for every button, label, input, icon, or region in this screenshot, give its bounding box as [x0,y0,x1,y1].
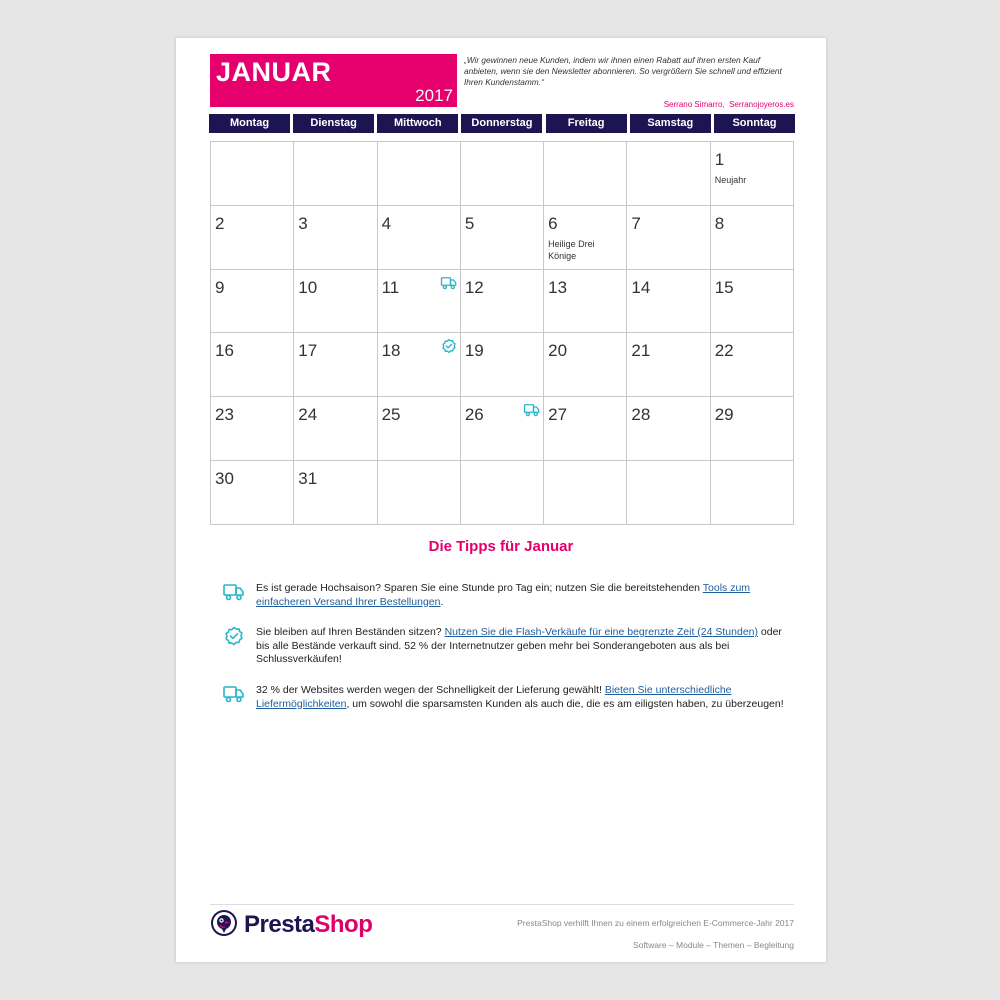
tip-text-before: 32 % der Websites werden wegen der Schnelligkeit der Lieferung gewählt! [256,684,605,696]
truck-icon [523,402,541,418]
day-cell [711,333,794,397]
weekday-mittwoch: Mittwoch [377,114,458,133]
weekday-dienstag: Dienstag [293,114,374,133]
prestashop-logo[interactable] [210,908,372,942]
day-number: 10 [298,277,318,297]
day-cell [294,461,377,525]
empty-day-cell [627,461,710,525]
weekday-donnerstag: Donnerstag [461,114,542,133]
quote-text: „Wir gewinnen neue Kunden, indem wir ihnen einen Rabatt auf ihren ersten Kauf anbieten, wenn sie den Newsletter abonnieren. So vergrößern Sie schnell und effizient Ihren Kundenstamm.“ [464,55,782,87]
puffin-logo-icon [210,909,238,942]
day-number: 4 [381,213,392,233]
day-cell [378,206,461,270]
empty-day-cell [211,142,294,206]
tip-item [222,626,792,667]
day-number: 17 [298,341,318,361]
day-cell [211,333,294,397]
footer-links: Software – Module – Themen – Begleitung [633,940,794,950]
day-number: 15 [714,277,734,297]
weekday-sonntag: Sonntag [714,114,795,133]
day-number: 29 [714,405,734,425]
month-header [210,54,457,107]
badge-check-icon [440,338,458,354]
day-cell [711,397,794,461]
footer-tagline: PrestaShop verhilft Ihnen zu einem erfolgreichen E-Commerce-Jahr 2017 [517,918,794,928]
day-cell [294,397,377,461]
day-cell [544,270,627,334]
tip-link[interactable]: Tools zum einfacheren Versand Ihrer Bestellungen [256,582,751,608]
day-cell [627,397,710,461]
day-number: 8 [714,213,725,233]
day-cell [294,333,377,397]
logo-text [244,911,372,939]
tip-text [256,582,792,609]
day-cell [711,270,794,334]
empty-day-cell [294,142,377,206]
day-number: 25 [381,405,401,425]
day-number: 3 [298,213,308,233]
day-number: 2 [215,213,225,233]
tip-text [256,626,792,667]
day-cell [461,270,544,334]
empty-day-cell [378,142,461,206]
day-cell [461,397,544,461]
quote-author: Serrano Simarro, [663,100,725,109]
day-number: 27 [548,405,568,425]
day-cell [211,397,294,461]
day-cell [211,270,294,334]
tip-text-after: oder bis alle Bestände verkauft sind. 52 % der Internetnutzer geben mehr bei Sonderangeboten aus als bei Schlussverkäufen! [256,626,782,665]
calendar-grid [210,141,794,525]
day-cell [544,333,627,397]
tip-link[interactable]: Nutzen Sie die Flash-Verkäufe für eine begrenzte Zeit (24 Stunden) [444,626,758,638]
tip-text-after: , um sowohl die sparsamsten Kunden als auch die, die es am eiligsten haben, zu überzeugen! [346,697,784,710]
day-number: 11 [381,277,400,297]
day-cell [461,333,544,397]
tip-text-before: Es ist gerade Hochsaison? Sparen Sie eine Stunde pro Tag ein; nutzen Sie die bereitstehenden [256,582,703,594]
footer-divider [210,904,794,905]
tip-link[interactable]: Bieten Sie unterschiedliche Liefermöglichkeiten [256,684,732,710]
day-cell [378,333,461,397]
weekday-montag: Montag [209,114,290,133]
day-number: 9 [215,277,225,297]
day-number: 22 [714,341,734,361]
day-cell [544,206,627,270]
day-cell [211,461,294,525]
truck-icon [222,684,246,704]
day-number: 23 [215,405,234,425]
day-cell [627,270,710,334]
day-number: 16 [215,341,234,361]
logo-text-shop: Shop [314,911,373,938]
quote-source [664,100,794,109]
badge-check-icon [222,626,246,646]
empty-day-cell [711,461,794,525]
calendar-page [176,38,826,962]
empty-day-cell [461,461,544,525]
day-number: 14 [631,277,651,297]
day-number: 18 [381,341,401,361]
day-number: 26 [464,405,484,425]
day-number: 5 [464,213,475,233]
tip-text-after: . [440,595,444,608]
day-cell [711,142,794,206]
logo-text-presta: Presta [244,911,315,938]
truck-icon [440,275,458,291]
day-number: 13 [548,277,568,297]
quote-site: Serranojoyeros.es [729,100,794,109]
day-cell [294,270,377,334]
empty-day-cell [544,142,627,206]
holiday-label: Neujahr [714,175,747,185]
weekday-header-row [209,114,795,134]
holiday-label: Heilige Drei Könige [548,238,595,261]
day-number: 12 [464,277,484,297]
month-year: 2017 [415,86,453,105]
day-number: 28 [631,405,651,425]
day-number: 21 [631,341,651,361]
day-cell [211,206,294,270]
day-number: 1 [714,150,725,169]
weekday-samstag: Samstag [630,114,711,133]
day-cell [627,333,710,397]
day-number: 19 [464,341,484,361]
truck-icon [222,582,246,602]
empty-day-cell [378,461,461,525]
day-number: 20 [548,341,568,361]
day-number: 24 [298,405,318,425]
day-cell [544,397,627,461]
day-number: 7 [631,213,641,233]
tip-item [222,582,792,609]
day-cell [627,206,710,270]
day-cell [378,397,461,461]
day-cell [461,206,544,270]
day-cell [294,206,377,270]
day-number: 30 [215,469,234,489]
tip-item [222,684,792,711]
tips-title: Die Tipps für Januar [428,538,574,555]
tip-text-before: Sie bleiben auf Ihren Beständen sitzen? [256,626,445,638]
day-cell [711,206,794,270]
day-cell [378,270,461,334]
empty-day-cell [627,142,710,206]
day-number: 31 [298,469,318,489]
day-number: 6 [548,213,558,233]
month-name: JANUAR [216,57,332,87]
weekday-freitag: Freitag [546,114,627,133]
empty-day-cell [544,461,627,525]
tip-text [256,684,792,711]
empty-day-cell [461,142,544,206]
